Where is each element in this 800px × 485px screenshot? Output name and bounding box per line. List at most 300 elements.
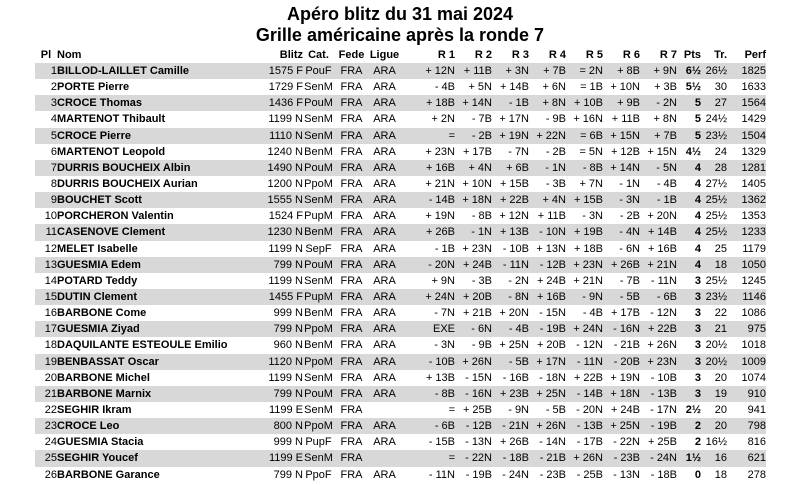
table-row [35,354,766,370]
category-cell: PpoM [304,178,333,191]
round-4-result-cell: + 25N [536,387,566,400]
category-cell: BenM [304,339,333,352]
player-name-cell: BARBONE Marnix [57,387,152,400]
category-cell: PpoM [304,323,333,336]
league-cell: ARA [373,97,396,110]
round-1-result-cell: - 14B [428,194,455,207]
round-7-result-cell: + 9N [653,65,677,78]
round-5-result-cell: = 5N [579,145,603,158]
rank-cell: 19 [44,355,57,368]
table-row [35,386,766,402]
round-5-result-cell: - 25B [576,468,603,481]
rank-cell: 22 [44,404,57,417]
category-cell: PpoF [305,468,332,481]
round-1-result-cell: + 19N [425,210,455,223]
rank-cell: 2 [50,81,57,94]
tiebreak-cell: 20 [714,420,727,433]
player-name-cell: GUESMIA Edem [57,258,141,271]
points-cell: 4 [694,194,701,207]
table-row [35,450,766,466]
league-cell: ARA [373,291,396,304]
round-5-result-cell: - 9N [582,291,603,304]
round-4-result-cell: + 17N [536,355,566,368]
performance-cell: 1329 [741,145,766,158]
category-cell: PupM [304,210,333,223]
round-5-result-cell: + 10B [573,97,603,110]
round-5-result-cell: + 26N [573,452,603,465]
round-2-result-cell: - 19B [465,468,492,481]
round-1-result-cell: - 7N [434,307,455,320]
round-1-result-cell: - 1B [434,242,455,255]
round-3-result-cell: + 23B [499,387,529,400]
player-name-cell: DUTIN Clement [57,291,138,304]
round-3-result-cell: - 16B [502,371,529,384]
tiebreak-cell: 25½ [705,194,727,207]
round-5-result-cell: - 12N [576,339,603,352]
performance-cell: 910 [747,387,766,400]
round-7-result-cell: + 7B [654,129,677,142]
round-4-result-cell: - 5B [545,404,566,417]
table-row [35,370,766,386]
rank-cell: 3 [50,97,57,110]
column-header-round-5: R 5 [585,49,603,61]
round-5-result-cell: + 21N [573,274,603,287]
table-row [35,467,766,483]
federation-cell: FRA [340,210,363,223]
round-6-result-cell: - 1N [619,178,640,191]
page-subtitle: Grille américaine après la ronde 7 [255,25,545,45]
round-6-result-cell: + 12B [610,145,640,158]
round-7-result-cell: - 13B [650,387,677,400]
round-1-result-cell: - 3N [434,339,455,352]
round-7-result-cell: - 1B [656,194,677,207]
round-2-result-cell: - 22N [465,452,492,465]
round-7-result-cell: + 23N [647,355,677,368]
performance-cell: 1050 [741,258,766,271]
federation-cell: FRA [340,113,363,126]
round-4-result-cell: - 12B [539,258,566,271]
round-5-result-cell: - 8B [582,161,603,174]
round-3-result-cell: - 7N [508,145,529,158]
player-name-cell: DURRIS BOUCHEIX Albin [57,161,191,174]
blitz-rating-cell: 999 N [273,436,303,449]
rank-cell: 18 [44,339,57,352]
round-5-result-cell: = 6B [580,129,603,142]
round-5-result-cell: - 4B [582,307,603,320]
round-1-result-cell: + 16B [425,161,455,174]
league-cell: ARA [373,387,396,400]
federation-cell: FRA [340,307,363,320]
round-5-result-cell: + 22B [573,371,603,384]
category-cell: PupF [305,436,332,449]
round-3-result-cell: - 1B [508,97,529,110]
player-name-cell: BOUCHET Scott [57,194,142,207]
round-7-result-cell: - 11N [650,274,677,287]
points-cell: 1½ [685,452,701,465]
performance-cell: 1362 [741,194,766,207]
blitz-rating-cell: 1490 N [267,161,303,174]
round-6-result-cell: - 21B [613,339,640,352]
round-3-result-cell: + 13B [499,226,529,239]
round-6-result-cell: + 15N [610,129,640,142]
round-3-result-cell: + 6B [506,161,529,174]
player-name-cell: BARBONE Come [57,307,147,320]
league-cell: ARA [373,436,396,449]
points-cell: 5½ [685,81,701,94]
round-4-result-cell: + 13N [536,242,566,255]
table-row [35,418,766,434]
rank-cell: 15 [44,291,57,304]
round-6-result-cell: + 9B [617,97,640,110]
round-3-result-cell: - 9N [508,404,529,417]
player-name-cell: CROCE Leo [57,420,120,433]
round-7-result-cell: + 25B [647,436,677,449]
points-cell: 4 [694,242,701,255]
category-cell: SenM [304,81,333,94]
league-cell: ARA [373,226,396,239]
round-2-result-cell: - 2B [471,129,492,142]
federation-cell: FRA [340,404,363,417]
round-2-result-cell: + 10N [462,178,492,191]
round-2-result-cell: - 16N [465,387,492,400]
table-row [35,144,766,160]
round-7-result-cell: - 12N [650,307,677,320]
round-5-result-cell: - 17B [576,436,603,449]
round-7-result-cell: + 22B [647,323,677,336]
tiebreak-cell: 19 [714,387,727,400]
round-1-result-cell: - 6B [434,420,455,433]
league-cell: ARA [373,371,396,384]
league-cell: ARA [373,339,396,352]
federation-cell: FRA [340,323,363,336]
round-4-result-cell: - 9B [545,113,566,126]
round-7-result-cell: - 10B [650,371,677,384]
tiebreak-cell: 27 [714,97,727,110]
round-7-result-cell: - 5N [656,161,677,174]
player-name-cell: MELET Isabelle [57,242,138,255]
player-name-cell: CROCE Pierre [57,129,131,142]
table-row [35,273,766,289]
column-header-round-2: R 2 [474,49,492,61]
performance-cell: 816 [747,436,766,449]
round-1-result-cell: + 2N [431,113,455,126]
page-title: Apéro blitz du 31 mai 2024 [286,4,514,24]
category-cell: PouF [305,65,332,78]
column-header-round-4: R 4 [548,49,566,61]
federation-cell: FRA [340,97,363,110]
round-1-result-cell: - 20N [428,258,455,271]
player-name-cell: BARBONE Garance [57,468,160,481]
round-5-result-cell: + 19B [573,226,603,239]
column-header-performance: Perf [744,49,766,61]
player-name-cell: GUESMIA Ziyad [57,323,140,336]
round-1-result-cell: + 24N [425,291,455,304]
round-5-result-cell: - 11N [576,355,603,368]
round-3-result-cell: - 11N [502,258,529,271]
player-name-cell: MARTENOT Thibault [57,113,166,126]
round-7-result-cell: + 14B [647,226,677,239]
round-7-result-cell: + 20N [647,210,677,223]
league-cell: ARA [373,81,396,94]
category-cell: PpoM [304,420,333,433]
round-6-result-cell: - 3N [619,194,640,207]
round-4-result-cell: - 15N [539,307,566,320]
round-3-result-cell: + 12N [499,210,529,223]
title-block [0,0,800,46]
round-3-result-cell: - 10B [502,242,529,255]
federation-cell: FRA [340,291,363,304]
blitz-rating-cell: 1555 N [267,194,303,207]
player-name-cell: SEGHIR Ikram [57,404,132,417]
federation-cell: FRA [340,468,363,481]
performance-cell: 1405 [741,178,766,191]
round-2-result-cell: - 12B [465,420,492,433]
performance-cell: 1009 [741,355,766,368]
league-cell: ARA [373,323,396,336]
tiebreak-cell: 23½ [705,291,727,304]
performance-cell: 1086 [741,307,766,320]
table-row [35,63,766,79]
performance-cell: 1429 [741,113,766,126]
tiebreak-cell: 16 [714,452,727,465]
federation-cell: FRA [340,194,363,207]
round-7-result-cell: - 17N [650,404,677,417]
round-6-result-cell: + 14N [610,161,640,174]
player-name-cell: CROCE Thomas [57,97,142,110]
column-header-tiebreak: Tr. [714,49,727,61]
category-cell: SenM [304,113,333,126]
round-2-result-cell: + 14N [462,97,492,110]
round-5-result-cell: - 13B [576,420,603,433]
tiebreak-cell: 23½ [705,129,727,142]
performance-cell: 1233 [741,226,766,239]
federation-cell: FRA [340,81,363,94]
rank-cell: 13 [44,258,57,271]
points-cell: 4 [694,161,701,174]
round-4-result-cell: + 24B [536,274,566,287]
round-6-result-cell: - 13N [613,468,640,481]
round-5-result-cell: + 23N [573,258,603,271]
rank-cell: 16 [44,307,57,320]
performance-cell: 975 [747,323,766,336]
round-3-result-cell: - 21N [502,420,529,433]
blitz-rating-cell: 1200 N [267,178,303,191]
round-4-result-cell: + 11B [537,210,566,223]
rank-cell: 10 [44,210,57,223]
rank-cell: 6 [50,145,57,158]
points-cell: 3 [694,274,701,287]
column-header-category: Cat. [308,49,329,61]
table-row [35,257,766,273]
performance-cell: 1146 [742,291,766,304]
player-name-cell: BILLOD-LAILLET Camille [57,65,189,78]
tiebreak-cell: 18 [714,468,727,481]
category-cell: PouM [304,387,333,400]
round-2-result-cell: + 23N [462,242,492,255]
round-6-result-cell: + 11B [611,113,640,126]
round-2-result-cell: - 7B [471,113,492,126]
table-row [35,128,766,144]
blitz-rating-cell: 1230 N [267,226,303,239]
tiebreak-cell: 30 [714,81,727,94]
round-2-result-cell: + 5N [468,81,492,94]
league-cell: ARA [373,194,396,207]
round-4-result-cell: + 8N [542,97,566,110]
category-cell: SenM [304,129,333,142]
round-4-result-cell: - 2B [545,145,566,158]
performance-cell: 1245 [741,274,766,287]
rank-cell: 17 [44,323,57,336]
round-5-result-cell: - 14B [576,387,603,400]
rank-cell: 21 [44,387,57,400]
player-name-cell: CASENOVE Clement [57,226,166,239]
federation-cell: FRA [340,339,363,352]
round-6-result-cell: - 20B [613,355,640,368]
round-6-result-cell: + 19N [610,371,640,384]
round-3-result-cell: + 17N [499,113,529,126]
category-cell: SenM [304,194,333,207]
player-name-cell: POTARD Teddy [57,274,138,287]
points-cell: 5 [694,129,701,142]
round-4-result-cell: - 3B [545,178,566,191]
category-cell: PupM [304,291,333,304]
round-3-result-cell: + 22B [499,194,529,207]
points-cell: 4 [694,258,701,271]
blitz-rating-cell: 999 N [273,307,303,320]
performance-cell: 278 [747,468,766,481]
league-cell: ARA [373,242,396,255]
table-row [35,111,766,127]
table-row [35,321,766,337]
round-7-result-cell: - 19B [650,420,677,433]
player-name-cell: GUESMIA Stacia [57,436,144,449]
round-2-result-cell: + 11B [463,65,492,78]
round-1-result-cell: + 23N [425,145,455,158]
blitz-rating-cell: 1729 F [268,81,303,94]
performance-cell: 1281 [741,161,766,174]
round-2-result-cell: - 13N [465,436,492,449]
round-6-result-cell: + 24B [610,404,640,417]
league-cell: ARA [373,468,396,481]
round-4-result-cell: - 1N [545,161,566,174]
round-3-result-cell: + 25N [499,339,529,352]
header-row [35,47,766,63]
points-cell: 2½ [685,404,701,417]
federation-cell: FRA [340,178,363,191]
points-cell: 3 [694,291,701,304]
performance-cell: 1504 [741,129,766,142]
tiebreak-cell: 26½ [705,65,727,78]
league-cell: ARA [373,420,396,433]
points-cell: 3 [694,307,701,320]
round-2-result-cell: + 21B [462,307,492,320]
blitz-rating-cell: 1199 N [268,274,303,287]
performance-cell: 1179 [742,242,766,255]
performance-cell: 1633 [741,81,766,94]
category-cell: SenM [304,274,333,287]
blitz-rating-cell: 1575 F [268,65,303,78]
round-1-result-cell: = [448,404,455,417]
round-6-result-cell: - 22N [613,436,640,449]
table-row [35,434,766,450]
category-cell: PouM [304,258,333,271]
round-3-result-cell: - 2N [508,274,529,287]
column-header-points: Pts [683,49,701,61]
league-cell [369,402,400,418]
blitz-rating-cell: 1199 N [268,242,303,255]
round-5-result-cell: = 2N [579,65,603,78]
league-cell: ARA [373,355,396,368]
federation-cell: FRA [340,274,363,287]
table-row [35,241,766,257]
table-row [35,79,766,95]
round-7-result-cell: - 24N [650,452,677,465]
round-7-result-cell: + 16B [647,242,677,255]
rank-cell: 8 [50,178,57,191]
federation-cell: FRA [340,129,363,142]
tiebreak-cell: 27½ [705,178,727,191]
column-header-league: Ligue [369,49,400,61]
blitz-rating-cell: 799 N [273,258,303,271]
round-2-result-cell: - 3B [471,274,492,287]
federation-cell: FRA [340,452,363,465]
points-cell: 2 [694,420,701,433]
standings-table [35,47,766,483]
table-row [35,337,766,353]
round-6-result-cell: - 7B [619,274,640,287]
blitz-rating-cell: 799 N [273,468,303,481]
round-1-result-cell: - 11N [428,468,455,481]
round-4-result-cell: + 16B [536,291,566,304]
round-2-result-cell: + 4N [468,161,492,174]
blitz-rating-cell: 800 N [273,420,303,433]
blitz-rating-cell: 799 N [273,387,303,400]
points-cell: 4½ [685,145,701,158]
rank-cell: 12 [44,242,57,255]
round-7-result-cell: + 26N [647,339,677,352]
performance-cell: 621 [747,452,766,465]
points-cell: 4 [694,178,701,191]
federation-cell: FRA [340,436,363,449]
tiebreak-cell: 25½ [705,226,727,239]
column-header-federation: Fede [338,49,365,61]
player-name-cell: PORTE Pierre [57,81,130,94]
federation-cell: FRA [340,145,363,158]
tiebreak-cell: 25 [714,242,727,255]
blitz-rating-cell: 1199 N [268,371,303,384]
round-4-result-cell: + 7B [543,65,566,78]
rank-cell: 14 [44,274,57,287]
round-1-result-cell: - 8B [434,387,455,400]
category-cell: BenM [304,307,333,320]
round-5-result-cell: + 7N [579,178,603,191]
rank-cell: 20 [44,371,57,384]
round-6-result-cell: - 16N [613,323,640,336]
points-cell: 4 [694,210,701,223]
rank-cell: 25 [44,452,57,465]
round-1-result-cell: = [448,129,455,142]
tiebreak-cell: 25½ [705,210,727,223]
tiebreak-cell: 16½ [705,436,727,449]
round-1-result-cell: - 15B [428,436,455,449]
round-4-result-cell: - 14N [539,436,566,449]
round-2-result-cell: + 26N [462,355,492,368]
league-cell: ARA [373,307,396,320]
table-row [35,176,766,192]
round-2-result-cell: + 24B [462,258,492,271]
player-name-cell: DURRIS BOUCHEIX Aurian [57,178,198,191]
round-7-result-cell: - 6B [656,291,677,304]
